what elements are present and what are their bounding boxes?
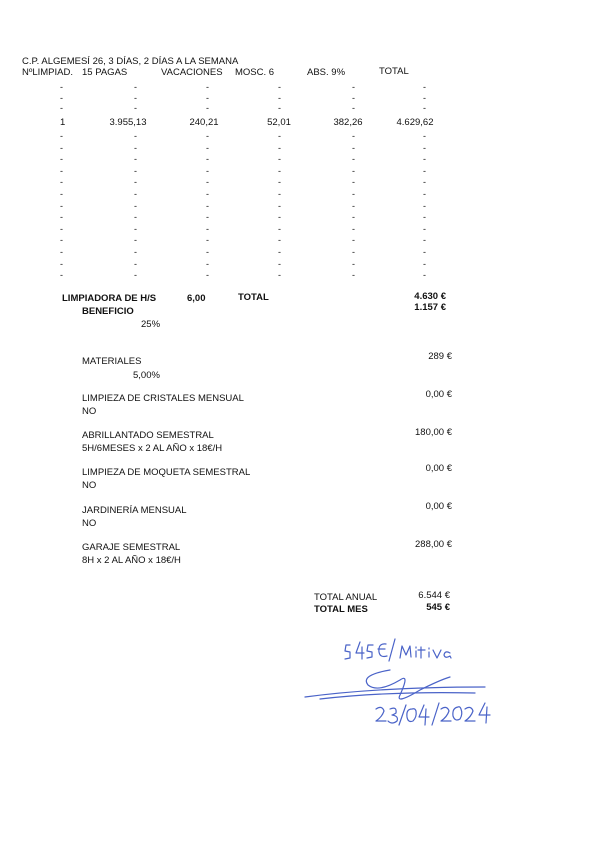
item-label: MATERIALES [82, 356, 142, 367]
table-placeholder-mosc: - [278, 200, 281, 211]
item-value: 0,00 € [425, 501, 452, 512]
col-header-nlimpiad: NºLIMPIAD. [22, 67, 73, 78]
item-value: 289 € [428, 351, 452, 362]
table-placeholder-total: - [423, 258, 426, 269]
table-placeholder-n: - [60, 223, 63, 234]
limpiadora-label: LIMPIADORA DE H/S [62, 293, 157, 304]
table-placeholder-abs: - [352, 223, 355, 234]
table-cell-pagas: 3.955,13 [109, 117, 147, 128]
item-sub: 5H/6MESES x 2 AL AÑO x 18€/H [82, 443, 223, 454]
table-placeholder-vacaciones: - [206, 270, 209, 281]
item-sub: 5,00% [133, 370, 160, 381]
item-sub: NO [82, 518, 97, 529]
table-placeholder-vacaciones: - [206, 165, 209, 176]
table-placeholder-total: - [423, 165, 426, 176]
item-value: 0,00 € [425, 389, 452, 400]
table-placeholder-abs: - [352, 212, 355, 223]
table-placeholder-n: - [60, 258, 63, 269]
table-placeholder-n: - [60, 142, 63, 153]
table-placeholder-total: - [423, 103, 426, 113]
header-title: C.P. ALGEMESÍ 26, 3 DÍAS, 2 DÍAS A LA SEMANA [22, 56, 239, 67]
table-placeholder-abs: - [352, 142, 355, 153]
table-placeholder-vacaciones: - [206, 92, 209, 103]
beneficio-label: BENEFICIO [82, 306, 134, 317]
table-placeholder-pagas: - [134, 131, 137, 141]
table-placeholder-mosc: - [278, 258, 281, 269]
table-cell-mosc: 52,01 [267, 117, 291, 128]
item-label: ABRILLANTADO SEMESTRAL [82, 430, 214, 441]
table-placeholder-mosc: - [278, 212, 281, 223]
table-placeholder-vacaciones: - [206, 142, 209, 153]
item-label: GARAJE SEMESTRAL [82, 542, 181, 553]
table-placeholder-mosc: - [278, 142, 281, 153]
table-placeholder-vacaciones: - [206, 247, 209, 257]
table-placeholder-total: - [423, 270, 426, 281]
total-anual-label: TOTAL ANUAL [314, 592, 378, 603]
table-placeholder-abs: - [352, 189, 355, 199]
total-mes-label: TOTAL MES [314, 604, 368, 615]
table-placeholder-pagas: - [134, 247, 137, 257]
table-placeholder-abs: - [352, 165, 355, 176]
table-placeholder-n: - [60, 200, 63, 211]
table-placeholder-total: - [423, 189, 426, 199]
table-placeholder-pagas: - [134, 82, 137, 92]
table-placeholder-pagas: - [134, 189, 137, 199]
table-placeholder-abs: - [352, 82, 355, 92]
table-placeholder-mosc: - [278, 103, 281, 113]
beneficio-percent: 25% [141, 319, 161, 330]
table-placeholder-vacaciones: - [206, 223, 209, 234]
table-placeholder-n: - [60, 131, 63, 141]
table-cell-abs: 382,26 [333, 117, 363, 128]
table-placeholder-pagas: - [134, 270, 137, 281]
table-placeholder-vacaciones: - [206, 154, 209, 165]
item-sub: NO [82, 406, 97, 417]
table-placeholder-mosc: - [278, 154, 281, 165]
table-cell-vacaciones: 240,21 [189, 117, 219, 128]
table-placeholder-abs: - [352, 200, 355, 211]
beneficio-value: 1.157 € [414, 302, 446, 313]
handwritten-signature [300, 625, 510, 740]
table-placeholder-abs: - [352, 247, 355, 257]
table-placeholder-abs: - [352, 177, 355, 188]
table-cell-n: 1 [60, 117, 66, 128]
table-placeholder-vacaciones: - [206, 189, 209, 199]
table-placeholder-abs: - [352, 235, 355, 246]
col-header-vacaciones: VACACIONES [161, 67, 223, 78]
table-placeholder-total: - [423, 154, 426, 165]
table-placeholder-pagas: - [134, 258, 137, 269]
table-placeholder-pagas: - [134, 223, 137, 234]
total-anual-value: 6.544 € [418, 590, 450, 601]
table-placeholder-n: - [60, 154, 63, 165]
table-placeholder-vacaciones: - [206, 235, 209, 246]
col-header-15-pagas: 15 PAGAS [82, 67, 128, 78]
table-placeholder-total: - [423, 82, 426, 92]
table-placeholder-mosc: - [278, 82, 281, 92]
col-header-mosc: MOSC. 6 [235, 67, 275, 78]
table-placeholder-pagas: - [134, 165, 137, 176]
table-placeholder-n: - [60, 189, 63, 199]
item-value: 288,00 € [415, 539, 452, 550]
table-placeholder-n: - [60, 92, 63, 103]
table-placeholder-mosc: - [278, 131, 281, 141]
table-placeholder-n: - [60, 165, 63, 176]
table-placeholder-mosc: - [278, 165, 281, 176]
table-placeholder-abs: - [352, 154, 355, 165]
table-cell-total: 4.629,62 [396, 117, 434, 128]
table-placeholder-n: - [60, 212, 63, 223]
table-placeholder-pagas: - [134, 154, 137, 165]
item-sub: NO [82, 480, 97, 491]
table-placeholder-pagas: - [134, 212, 137, 223]
table-placeholder-n: - [60, 82, 63, 92]
table-placeholder-abs: - [352, 270, 355, 281]
table-placeholder-vacaciones: - [206, 103, 209, 113]
table-placeholder-mosc: - [278, 223, 281, 234]
table-placeholder-mosc: - [278, 247, 281, 257]
table-placeholder-vacaciones: - [206, 82, 209, 92]
table-placeholder-total: - [423, 212, 426, 223]
total-mes-value: 545 € [426, 602, 450, 613]
table-placeholder-total: - [423, 142, 426, 153]
table-placeholder-total: - [423, 223, 426, 234]
table-placeholder-total: - [423, 247, 426, 257]
table-placeholder-total: - [423, 235, 426, 246]
table-placeholder-n: - [60, 235, 63, 246]
table-placeholder-pagas: - [134, 177, 137, 188]
summary-total-label: TOTAL [238, 292, 269, 303]
table-placeholder-abs: - [352, 258, 355, 269]
table-placeholder-abs: - [352, 103, 355, 113]
item-value: 0,00 € [425, 463, 452, 474]
table-placeholder-total: - [423, 131, 426, 141]
table-placeholder-total: - [423, 177, 426, 188]
col-header-abs: ABS. 9% [307, 67, 346, 78]
table-placeholder-pagas: - [134, 92, 137, 103]
item-sub: 8H x 2 AL AÑO x 18€/H [82, 555, 181, 566]
table-placeholder-n: - [60, 247, 63, 257]
table-placeholder-n: - [60, 103, 63, 113]
table-placeholder-n: - [60, 177, 63, 188]
limpiadora-value: 6,00 [187, 293, 206, 304]
table-placeholder-pagas: - [134, 142, 137, 153]
table-placeholder-mosc: - [278, 177, 281, 188]
table-placeholder-mosc: - [278, 235, 281, 246]
item-label: JARDINERÍA MENSUAL [82, 505, 187, 516]
table-placeholder-abs: - [352, 131, 355, 141]
item-label: LIMPIEZA DE MOQUETA SEMESTRAL [82, 467, 251, 478]
item-value: 180,00 € [415, 427, 452, 438]
table-placeholder-mosc: - [278, 189, 281, 199]
table-placeholder-mosc: - [278, 270, 281, 281]
table-placeholder-n: - [60, 270, 63, 281]
table-placeholder-vacaciones: - [206, 258, 209, 269]
table-placeholder-total: - [423, 92, 426, 103]
table-placeholder-pagas: - [134, 235, 137, 246]
table-placeholder-vacaciones: - [206, 177, 209, 188]
table-placeholder-vacaciones: - [206, 200, 209, 211]
col-header-total: TOTAL [379, 66, 409, 77]
table-placeholder-abs: - [352, 92, 355, 103]
item-label: LIMPIEZA DE CRISTALES MENSUAL [82, 393, 244, 404]
table-placeholder-vacaciones: - [206, 131, 209, 141]
summary-total-value: 4.630 € [414, 291, 446, 302]
table-placeholder-vacaciones: - [206, 212, 209, 223]
table-placeholder-mosc: - [278, 92, 281, 103]
table-placeholder-pagas: - [134, 200, 137, 211]
table-placeholder-pagas: - [134, 103, 137, 113]
table-placeholder-total: - [423, 200, 426, 211]
